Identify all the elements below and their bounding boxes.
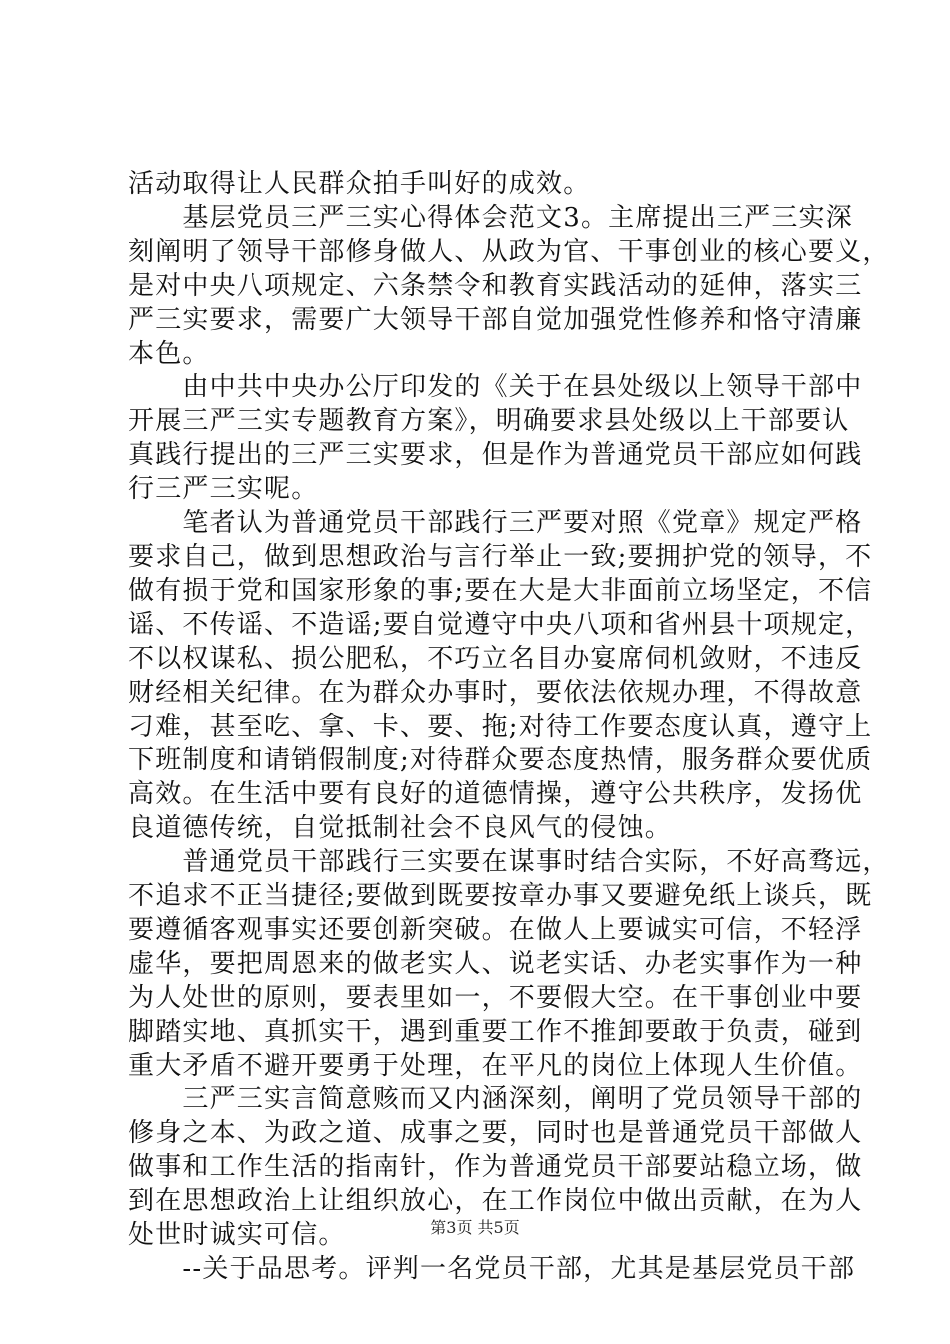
paragraph-2: [128, 202, 890, 372]
text-line: 活动取得让人民群众拍手叫好的成效。: [128, 169, 591, 199]
text-line: 本色。: [128, 338, 210, 369]
text-line: 谣、不传谣、不造谣;要自觉遵守中央八项和省州县十项规定，: [128, 609, 873, 640]
text-line: 刻阐明了领导干部修身做人、从政为官、干事创业的核心要义，: [128, 236, 890, 267]
text-line: --关于品思考。评判一名党员干部，尤其是基层党员干部: [128, 1254, 856, 1284]
document-body: [128, 168, 890, 1287]
text-line: 要求自己，做到思想政治与言行举止一致;要拥护党的领导，不: [128, 541, 873, 572]
text-line: 高效。在生活中要有良好的道德情操，遵守公共秩序，发扬优: [128, 779, 863, 810]
text-line: 做事和工作生活的指南针，作为普通党员干部要站稳立场，做: [128, 1152, 863, 1183]
text-line: 要遵循客观事实还要创新突破。在做人上要诚实可信，不轻浮: [128, 914, 863, 945]
paragraph-3: [128, 371, 863, 507]
text-line: 笔者认为普通党员干部践行三严要对照《党章》规定严格: [128, 508, 863, 539]
text-line: 刁难，甚至吃、拿、卡、要、拖;对待工作要态度认真，遵守上: [128, 711, 873, 742]
text-line: 严三实要求，需要广大领导干部自觉加强党性修养和恪守清廉: [128, 304, 863, 335]
text-line: 基层党员三严三实心得体会范文3。主席提出三严三实深: [128, 202, 853, 233]
text-line: 行三严三实呢。: [128, 474, 319, 505]
text-line: 到在思想政治上让组织放心，在工作岗位中做出贡献，在为人: [128, 1186, 863, 1217]
text-line: 由中共中央办公厅印发的《关于在县处级以上领导干部中: [128, 372, 863, 403]
text-line: 重大矛盾不避开要勇于处理，在平凡的岗位上体现人生价值。: [128, 1050, 863, 1081]
text-line: 下班制度和请销假制度;对待群众要态度热情，服务群众要优质: [128, 745, 873, 776]
text-line: 三严三实言简意赅而又内涵深刻，阐明了党员领导干部的: [128, 1084, 863, 1115]
text-line: 不追求不正当捷径;要做到既要按章办事又要避免纸上谈兵，既: [128, 881, 873, 912]
text-line: 是对中央八项规定、六条禁令和教育实践活动的延伸，落实三: [128, 270, 863, 301]
text-line: 为人处世的原则，要表里如一，不要假大空。在干事创业中要: [128, 982, 863, 1013]
text-line: 虚华，要把周恩来的做老实人、说老实话、办老实事作为一种: [128, 948, 863, 979]
paragraph-7: [128, 1253, 856, 1287]
text-line: 开展三严三实专题教育方案》，明确要求县处级以上干部要认: [128, 406, 850, 437]
text-line: 修身之本、为政之道、成事之要，同时也是普通党员干部做人: [128, 1118, 863, 1149]
text-line: 良道德传统，自觉抵制社会不良风气的侵蚀。: [128, 813, 673, 844]
paragraph-5: [128, 846, 890, 1083]
paragraph-1: [128, 168, 828, 202]
text-line: 普通党员干部践行三实要在谋事时结合实际，不好高骛远，: [128, 847, 890, 878]
text-line: 真践行提出的三严三实要求，但是作为普通党员干部应如何践: [128, 440, 863, 471]
text-line: 处世时诚实可信。: [128, 1220, 346, 1251]
text-line: 做有损于党和国家形象的事;要在大是大非面前立场坚定，不信: [128, 575, 873, 606]
text-line: 不以权谋私、损公肥私，不巧立名目办宴席伺机敛财，不违反: [128, 643, 863, 674]
text-line: 财经相关纪律。在为群众办事时，要依法依规办理，不得故意: [128, 677, 863, 708]
page-number-footer: 第3页 共5页: [430, 1218, 520, 1237]
paragraph-4: [128, 507, 873, 846]
text-line: 脚踏实地、真抓实干，遇到重要工作不推卸要敢于负责，碰到: [128, 1016, 863, 1047]
